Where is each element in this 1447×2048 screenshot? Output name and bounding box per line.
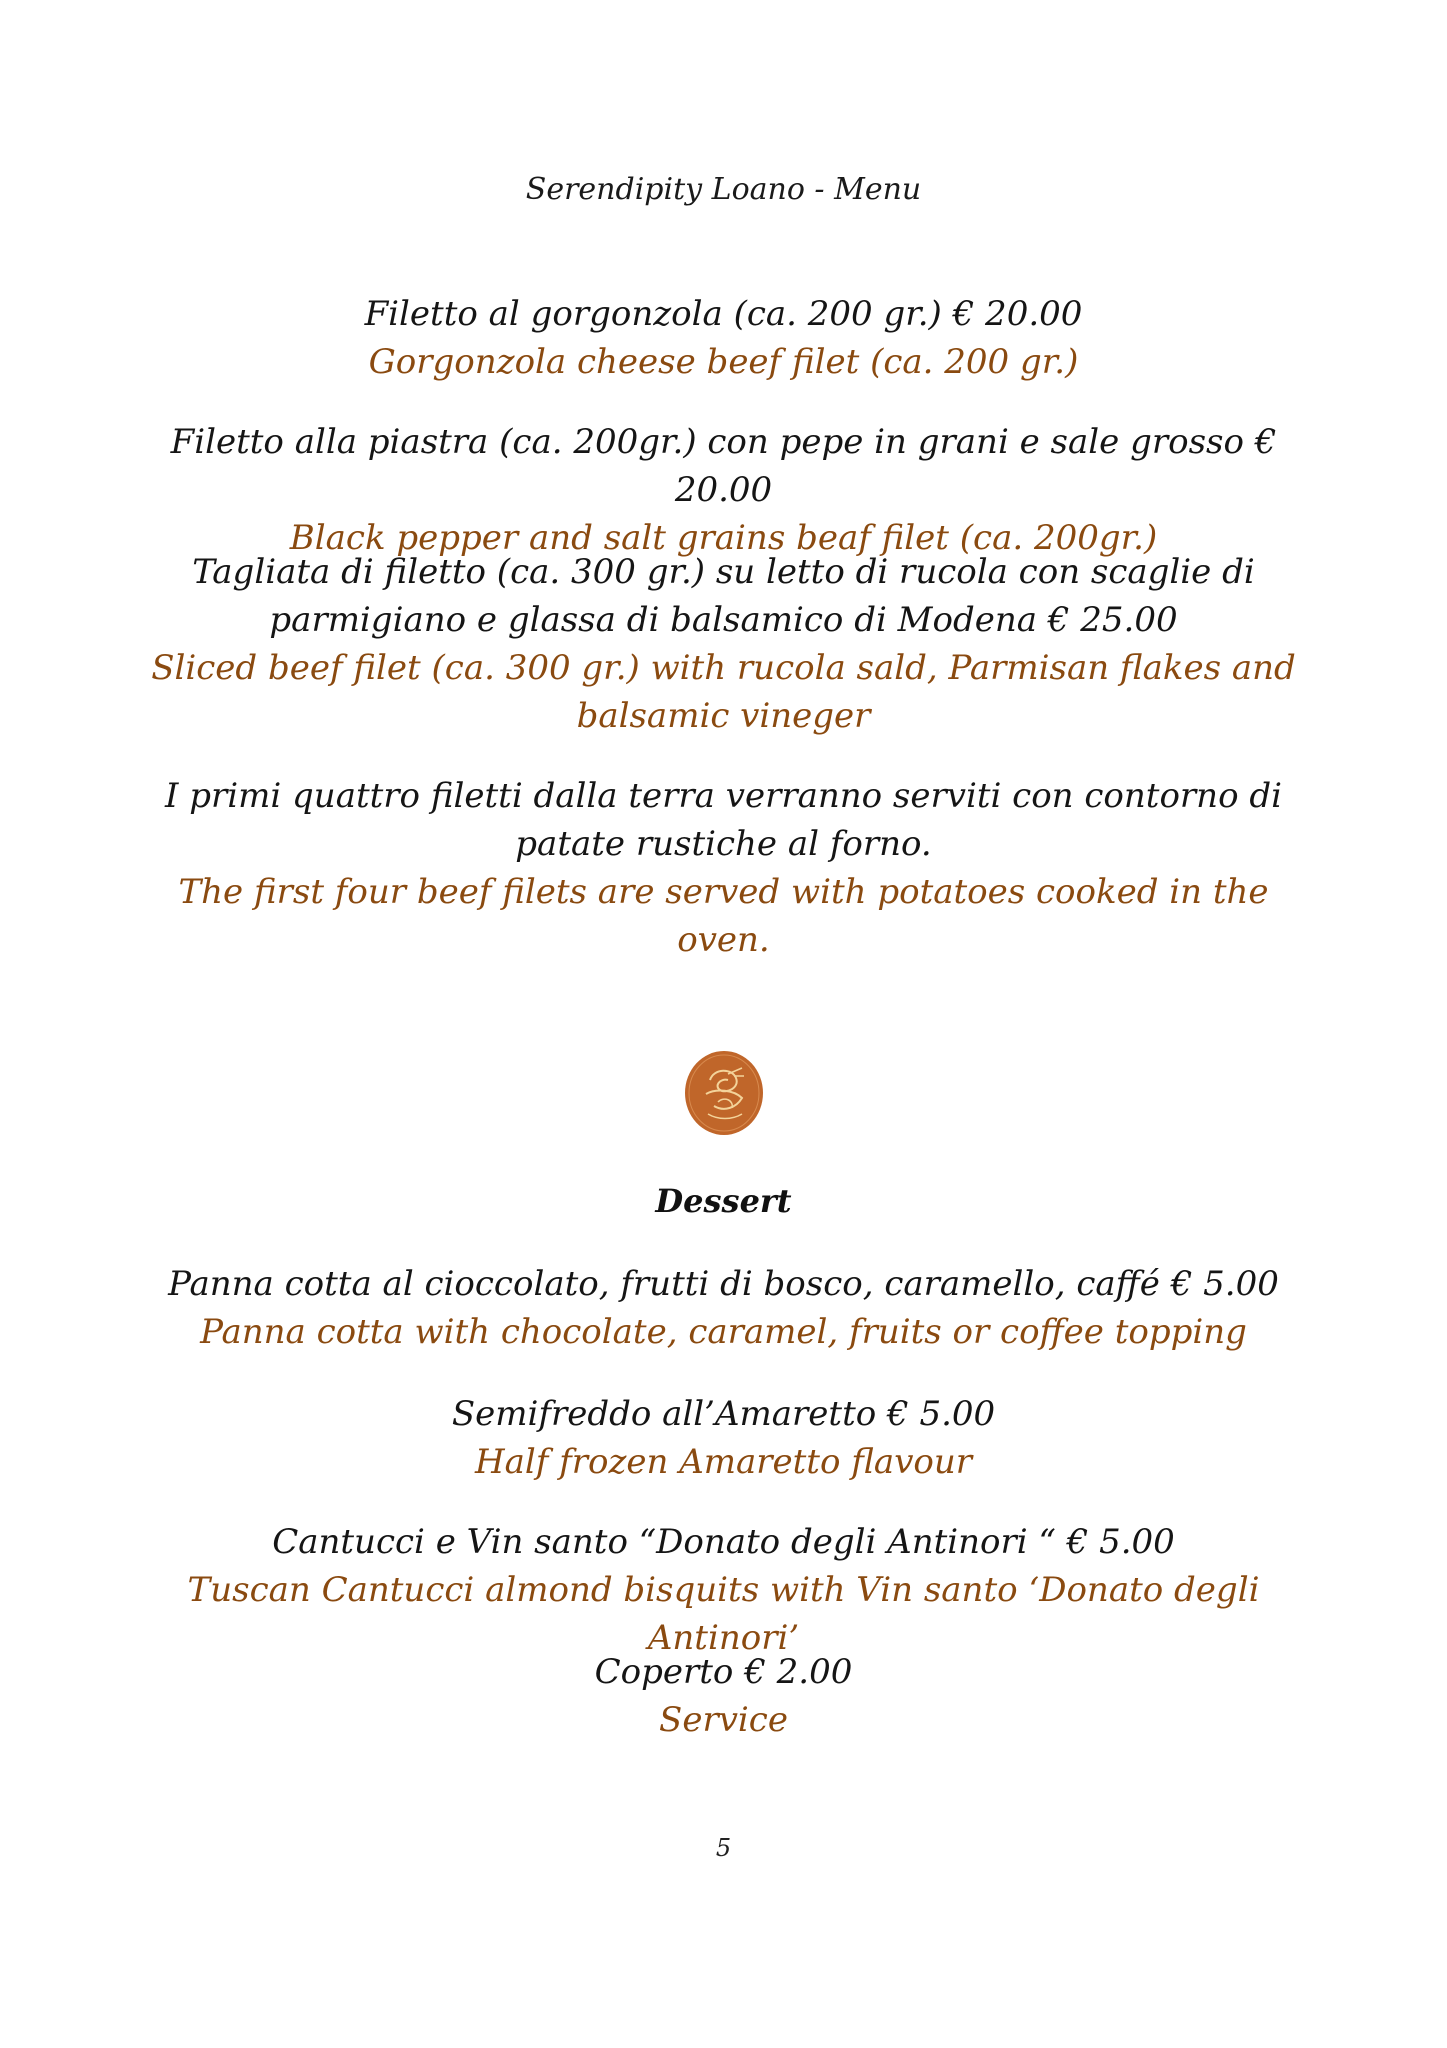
menu-item-english: The first four beef filets are served with potatoes cooked in the oven. [178, 872, 1269, 960]
menu-item [130, 418, 1317, 562]
menu-item-italian: Filetto alla piastra (ca. 200gr.) con pepe in grani e sale grosso € 20.00 [170, 422, 1277, 510]
menu-item-italian: Filetto al gorgonzola (ca. 200 gr.) € 20.00 [364, 294, 1083, 334]
menu-item-english: Panna cotta with chocolate, caramel, fruits or coffee topping [200, 1312, 1247, 1352]
dessert-section-title: Dessert [655, 1182, 792, 1220]
dessert-item [130, 1648, 1317, 1744]
menu-item-italian: Coperto € 2.00 [594, 1652, 853, 1692]
menu-item-english: Tuscan Cantucci almond bisquits with Vin santo ‘Donato degli Antinori’ [187, 1570, 1260, 1658]
menu-item-english: Half frozen Amaretto flavour [474, 1442, 973, 1482]
dessert-item [130, 1518, 1317, 1662]
menu-item-italian: Panna cotta al cioccolato, frutti di bosco, caramello, caffé € 5.00 [168, 1264, 1279, 1304]
menu-item-english: Gorgonzola cheese beef filet (ca. 200 gr.) [368, 342, 1079, 382]
dessert-item [130, 1390, 1317, 1486]
menu-item [130, 772, 1317, 964]
menu-item [130, 290, 1317, 386]
menu-item-english: Service [659, 1700, 788, 1740]
page-header: Serendipity Loano - Menu [525, 172, 922, 207]
page-number: 5 [715, 1834, 732, 1862]
menu-item-italian: Semifreddo all’Amaretto € 5.00 [451, 1394, 996, 1434]
menu-item-english: Sliced beef filet (ca. 300 gr.) with rucola sald, Parmisan flakes and balsamic vineger [151, 648, 1296, 736]
menu-item-italian: I primi quattro filetti dalla terra verranno serviti con contorno di patate rustiche al forno. [164, 776, 1282, 864]
restaurant-emblem-icon [684, 1050, 764, 1136]
menu-item-italian: Cantucci e Vin santo “Donato degli Antinori “ € 5.00 [272, 1522, 1175, 1562]
menu-item-english: Black pepper and salt grains beaf filet (ca. 200gr.) [289, 518, 1158, 558]
menu-item [130, 548, 1317, 740]
dessert-item [130, 1260, 1317, 1356]
menu-item-italian: Tagliata di filetto (ca. 300 gr.) su letto di rucola con scaglie di parmigiano e glassa di balsamico di Modena € 25.00 [192, 552, 1255, 640]
